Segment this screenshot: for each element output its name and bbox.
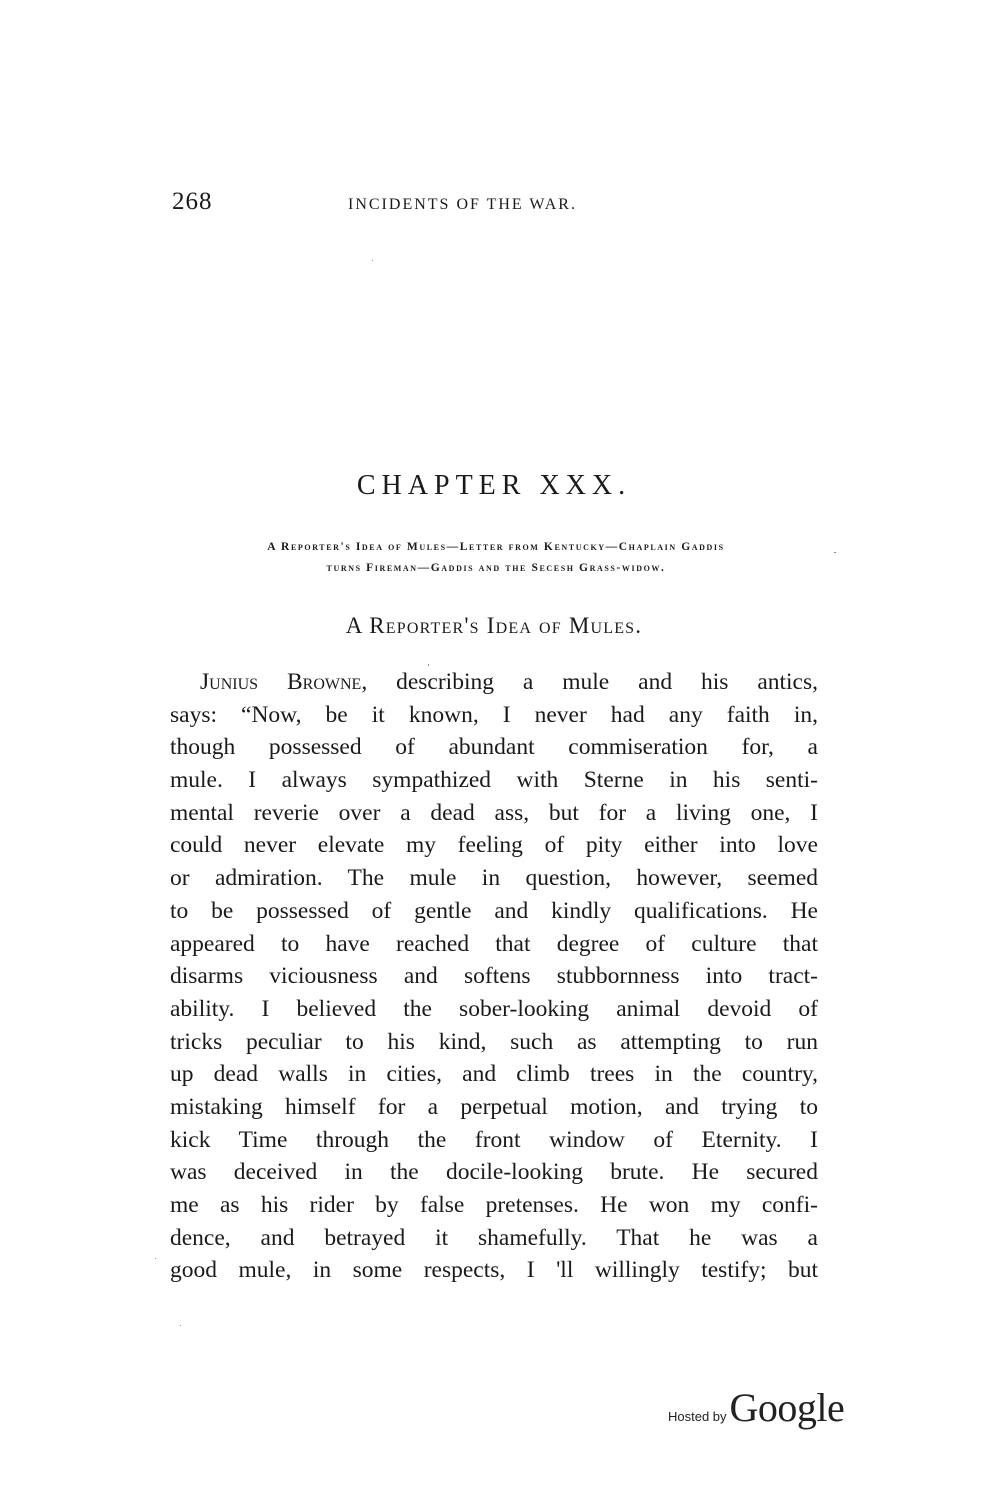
scan-speck — [834, 552, 836, 553]
body-line: tricks peculiar to his kind, such as attempting to run — [170, 1028, 818, 1055]
body-line: says: “Now, be it known, I never had any faith in, — [170, 701, 818, 728]
page-number: 268 — [172, 188, 213, 215]
section-heading: A Reporter's Idea of Mules. — [345, 613, 643, 638]
body-line: though possessed of abundant commiseration for, a — [170, 734, 818, 761]
scan-speck — [155, 1258, 156, 1259]
body-line: to be possessed of gentle and kindly qualifications. He — [170, 897, 818, 924]
scan-speck — [428, 664, 429, 666]
body-line: mule. I always sympathized with Sterne in his senti- — [170, 767, 818, 794]
body-line: appeared to have reached that degree of culture that — [170, 930, 818, 957]
hosted-by-label: Hosted by — [668, 1409, 727, 1424]
body-line: ability. I believed the sober-looking animal devoid of — [170, 995, 818, 1022]
body-text — [170, 666, 818, 1287]
body-line: up dead walls in cities, and climb trees in the country, — [170, 1061, 818, 1088]
scan-speck — [372, 260, 373, 261]
scan-speck — [180, 1325, 181, 1326]
chapter-title: CHAPTER XXX. — [356, 470, 632, 501]
body-line: mistaking himself for a perpetual motion, and trying to — [170, 1093, 818, 1120]
body-line: could never elevate my feeling of pity either into love — [170, 832, 818, 859]
body-line: mental reverie over a dead ass, but for a living one, I — [170, 799, 818, 826]
chapter-summary — [166, 537, 826, 579]
chapter-summary-line-1: A Reporter's Idea of Mules—Letter from Kentucky—Chaplain Gaddis — [267, 541, 725, 553]
body-line: or admiration. The mule in question, however, seemed — [170, 865, 818, 892]
google-logo: Google — [729, 1385, 845, 1430]
body-line: kick Time through the front window of Eternity. I — [170, 1126, 818, 1153]
running-head: INCIDENTS OF THE WAR. — [348, 196, 577, 213]
body-line: me as his rider by false pretenses. He won my confi- — [170, 1192, 818, 1218]
author-last-name: Browne — [286, 669, 362, 695]
body-line: dence, and betrayed it shamefully. That he was a — [170, 1224, 818, 1251]
body-line: was deceived in the docile-looking brute. He secured — [170, 1159, 818, 1186]
chapter-summary-line-2: turns Fireman—Gaddis and the Secesh Grass-widow. — [326, 562, 666, 574]
body-line: disarms viciousness and softens stubbornness into tract- — [170, 963, 818, 990]
first-line-rest: , describing a mule and his antics, — [361, 669, 819, 695]
body-line-1 — [170, 666, 818, 699]
author-first-name: Junius — [200, 669, 259, 695]
google-hosted-badge — [668, 1384, 844, 1431]
body-line: good mule, in some respects, I 'll willingly testify; but — [170, 1257, 818, 1284]
